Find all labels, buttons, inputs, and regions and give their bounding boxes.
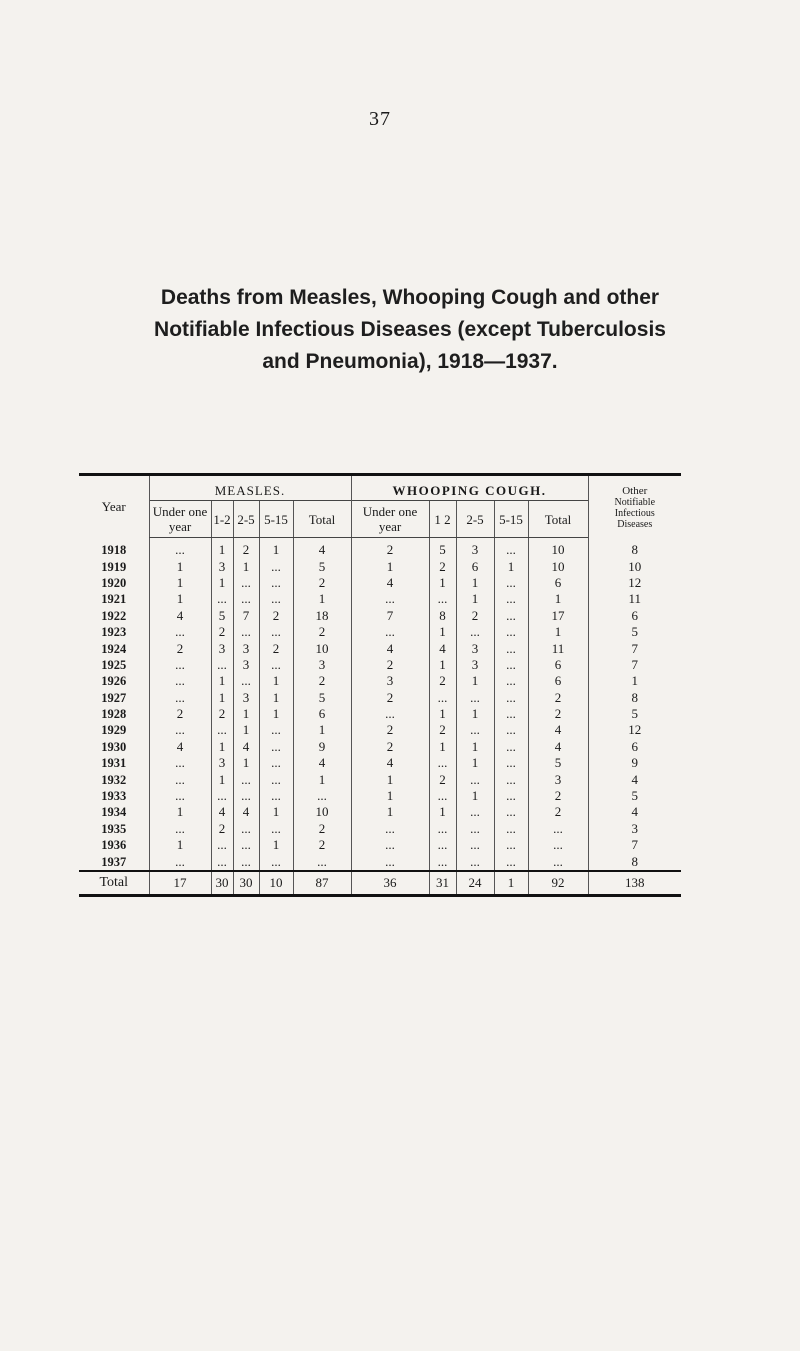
table-cell: 4 [528,739,588,755]
table-cell: 8 [429,608,456,624]
table-cell: 3 [456,640,494,656]
table-row [79,788,681,804]
table-row [79,837,681,853]
table-cell: 3 [528,771,588,787]
year-cell: 1937 [101,854,127,869]
mortality-table [79,473,681,897]
table-cell: 1 [528,624,588,640]
table-cell: 2 [293,575,351,591]
table-cell: 6 [528,575,588,591]
table-cell: ... [211,788,233,804]
table-cell: 1 [211,538,233,559]
table-cell: 7 [233,608,259,624]
table-cell: 3 [456,538,494,559]
table-row [79,657,681,673]
measles-header: MEASLES. [149,476,351,501]
table-cell: ... [233,821,259,837]
table-cell: 1 [456,739,494,755]
table-cell: 5 [588,788,681,804]
table-cell: 9 [293,739,351,755]
year-cell: 1930 [101,739,127,754]
table-cell: 1 [456,706,494,722]
table-row [79,690,681,706]
page-number: 37 [369,108,391,130]
whooping-5-15-header: 5-15 [494,501,528,538]
table-cell: 2 [351,722,429,738]
table-cell: 6 [528,657,588,673]
measles-total-header: Total [293,501,351,538]
table-cell: ... [259,657,293,673]
table-cell: 2 [293,821,351,837]
year-cell: 1926 [101,674,127,689]
deaths-table [79,473,681,897]
table-cell: 2 [429,771,456,787]
table-cell: ... [149,722,211,738]
table-cell: ... [233,837,259,853]
year-cell: 1921 [101,592,127,607]
total-cell: 92 [528,871,588,896]
table-row [79,739,681,755]
total-label: Total [79,871,149,896]
table-row [79,624,681,640]
table-row [79,538,681,559]
table-cell: 2 [259,640,293,656]
table-cell: 1 [149,558,211,574]
table-cell: ... [233,624,259,640]
year-cell: 1932 [101,772,127,787]
measles-1-2-header: 1-2 [211,501,233,538]
whooping-total-header: Total [528,501,588,538]
table-cell: ... [259,739,293,755]
table-cell: ... [494,739,528,755]
table-cell: ... [351,591,429,607]
table-cell: ... [259,788,293,804]
table-cell: 3 [456,657,494,673]
table-cell: 1 [149,591,211,607]
total-cell: 87 [293,871,351,896]
totals-row [79,871,681,896]
table-cell: ... [211,837,233,853]
table-cell: 2 [429,673,456,689]
table-cell: ... [456,722,494,738]
table-cell: ... [149,771,211,787]
table-cell: ... [528,837,588,853]
table-row [79,706,681,722]
table-cell: ... [494,706,528,722]
table-cell: 4 [528,722,588,738]
table-cell: 2 [259,608,293,624]
table-row [79,673,681,689]
table-cell: 5 [211,608,233,624]
table-cell: 1 [259,690,293,706]
table-cell: 3 [211,558,233,574]
table-cell: 4 [233,739,259,755]
other-diseases-header [588,476,681,538]
table-cell: 10 [528,538,588,559]
table-cell: ... [429,788,456,804]
table-cell: ... [351,853,429,870]
other-header-line-2: Notifiable [614,496,656,508]
table-cell: ... [456,771,494,787]
table-cell: 2 [351,739,429,755]
table-cell: 1 [351,558,429,574]
table-cell: 4 [351,575,429,591]
table-cell: 2 [528,788,588,804]
year-cell: 1919 [101,559,127,574]
table-cell: 1 [259,706,293,722]
table-cell: ... [494,538,528,559]
table-cell: 4 [293,755,351,771]
table-cell: ... [149,788,211,804]
table-cell: ... [211,722,233,738]
table-cell: 4 [149,739,211,755]
year-cell: 1933 [101,789,127,804]
table-row [79,558,681,574]
table-cell: 2 [429,558,456,574]
table-cell: 11 [588,591,681,607]
table-cell: 3 [588,821,681,837]
table-cell: 2 [429,722,456,738]
table-cell: 1 [211,739,233,755]
table-cell: ... [494,624,528,640]
whooping-1-2-header: 1 2 [429,501,456,538]
table-cell: 3 [293,657,351,673]
table-cell: ... [149,853,211,870]
year-cell: 1936 [101,838,127,853]
table-cell: ... [149,690,211,706]
measles-2-5-header: 2-5 [233,501,259,538]
total-cell: 1 [494,871,528,896]
table-cell: 9 [588,755,681,771]
table-cell: ... [233,788,259,804]
table-cell: ... [494,788,528,804]
table-cell: ... [429,837,456,853]
table-cell: ... [494,591,528,607]
table-cell: 1 [429,739,456,755]
table-cell: 2 [528,690,588,706]
table-cell: ... [149,538,211,559]
table-cell: ... [429,591,456,607]
other-header-line-4: Diseases [617,518,653,530]
table-cell: 4 [351,640,429,656]
table-cell: 5 [588,624,681,640]
table-cell: 1 [293,591,351,607]
table-row [79,722,681,738]
table-cell: 2 [528,804,588,820]
table-cell: ... [351,624,429,640]
table-cell: ... [456,804,494,820]
year-header: Year [101,499,126,515]
table-cell: ... [149,624,211,640]
table-row [79,853,681,870]
table-cell: 2 [456,608,494,624]
table-cell: 4 [429,640,456,656]
table-cell: 5 [588,706,681,722]
table-cell: 1 [259,673,293,689]
whooping-under-one-header: Under one year [351,501,429,538]
whooping-2-5-header: 2-5 [456,501,494,538]
table-cell: ... [351,821,429,837]
table-cell: ... [211,853,233,870]
table-cell: ... [528,853,588,870]
table-cell: 1 [351,771,429,787]
table-cell: ... [211,657,233,673]
table-cell: 1 [233,558,259,574]
table-cell: ... [528,821,588,837]
table-cell: 1 [233,755,259,771]
table-cell: 1 [293,722,351,738]
table-cell: 10 [293,804,351,820]
other-header-line-3: Infectious [614,507,655,519]
table-cell: 1 [259,804,293,820]
table-cell: ... [429,755,456,771]
table-cell: 1 [211,575,233,591]
table-body [79,538,681,871]
total-cell: 30 [233,871,259,896]
table-cell: 2 [149,706,211,722]
year-cell: 1922 [101,608,127,623]
total-cell: 138 [588,871,681,896]
table-cell: 1 [259,538,293,559]
table-cell: 1 [429,706,456,722]
table-cell: 6 [588,739,681,755]
table-row [79,771,681,787]
year-cell: 1928 [101,707,127,722]
table-row [79,591,681,607]
table-cell: 2 [211,821,233,837]
table-cell: 10 [528,558,588,574]
table-cell: 1 [456,575,494,591]
table-cell: 6 [528,673,588,689]
table-cell: ... [233,771,259,787]
title-line-1: Deaths from Measles, Whooping Cough and other [160,286,660,309]
table-cell: ... [149,673,211,689]
table-cell: 1 [211,690,233,706]
measles-5-15-header: 5-15 [259,501,293,538]
table-cell: ... [351,837,429,853]
year-cell: 1931 [101,756,127,771]
table-cell: 2 [351,657,429,673]
table-cell: 2 [211,706,233,722]
table-cell: 3 [233,657,259,673]
year-cell: 1918 [101,542,127,557]
table-cell: ... [429,821,456,837]
table-cell: 1 [456,673,494,689]
table-cell: ... [149,821,211,837]
table-cell: 2 [211,624,233,640]
table-cell: 4 [211,804,233,820]
table-cell: 1 [293,771,351,787]
table-cell: ... [233,853,259,870]
table-cell: 1 [351,788,429,804]
table-cell: ... [494,755,528,771]
table-cell: 2 [351,538,429,559]
table-cell: 6 [293,706,351,722]
table-row [79,804,681,820]
table-cell: 7 [588,837,681,853]
table-cell: ... [259,821,293,837]
table-cell: ... [494,608,528,624]
table-cell: 1 [456,788,494,804]
year-cell: 1925 [101,657,127,672]
table-cell: 1 [429,575,456,591]
table-cell: ... [494,837,528,853]
table-cell: ... [259,624,293,640]
table-cell: ... [494,575,528,591]
table-cell: 5 [429,538,456,559]
table-cell: 1 [351,804,429,820]
table-row [79,640,681,656]
table-cell: 3 [233,690,259,706]
table-cell: 4 [233,804,259,820]
total-cell: 24 [456,871,494,896]
table-cell: ... [293,788,351,804]
table-cell: 6 [588,608,681,624]
table-cell: ... [149,755,211,771]
table-cell: 3 [233,640,259,656]
table-row [79,575,681,591]
table-cell: 4 [293,538,351,559]
table-cell: 3 [211,755,233,771]
title-line-2: Notifiable Infectious Diseases (except Tuberculosis [154,318,666,341]
table-cell: ... [259,591,293,607]
table-cell: 1 [259,837,293,853]
table-cell: 7 [588,657,681,673]
table-cell: 1 [456,755,494,771]
table-cell: 1 [588,673,681,689]
table-cell: ... [259,853,293,870]
table-cell: 2 [293,624,351,640]
table-cell: ... [494,657,528,673]
table-cell: ... [494,853,528,870]
table-cell: ... [494,690,528,706]
table-cell: 5 [528,755,588,771]
year-cell: 1935 [101,821,127,836]
table-cell: ... [456,821,494,837]
table-cell: ... [259,755,293,771]
table-cell: 1 [494,558,528,574]
table-cell: 2 [351,690,429,706]
table-cell: 17 [528,608,588,624]
whooping-cough-header: WHOOPING COUGH. [351,476,588,501]
table-cell: 5 [293,690,351,706]
table-cell: 8 [588,538,681,559]
table-cell: ... [456,853,494,870]
table-cell: ... [429,690,456,706]
table-cell: 1 [149,804,211,820]
table-cell: 11 [528,640,588,656]
table-cell: 1 [149,575,211,591]
table-cell: 8 [588,690,681,706]
table-cell: 10 [588,558,681,574]
total-cell: 17 [149,871,211,896]
table-cell: ... [259,771,293,787]
table-cell: ... [494,771,528,787]
year-cell: 1927 [101,690,127,705]
table-cell: ... [494,640,528,656]
table-cell: 1 [429,624,456,640]
table-cell: 7 [351,608,429,624]
table-cell: ... [351,706,429,722]
table-cell: ... [494,673,528,689]
table-cell: ... [259,558,293,574]
table-cell: 8 [588,853,681,870]
table-cell: 1 [429,657,456,673]
table-cell: 1 [429,804,456,820]
year-cell: 1934 [101,805,127,820]
table-cell: ... [233,591,259,607]
table-cell: ... [456,837,494,853]
table-cell: ... [259,575,293,591]
other-header-line-1: Other [622,484,648,497]
table-cell: 5 [293,558,351,574]
table-cell: 1 [233,722,259,738]
table-cell: 2 [528,706,588,722]
table-cell: ... [233,575,259,591]
table-cell: 2 [233,538,259,559]
table-cell: ... [233,673,259,689]
table-cell: ... [429,853,456,870]
table-cell: 6 [456,558,494,574]
table-cell: ... [211,591,233,607]
table-cell: 3 [211,640,233,656]
table-cell: 2 [293,673,351,689]
table-cell: ... [494,804,528,820]
total-cell: 31 [429,871,456,896]
table-row [79,821,681,837]
table-cell: 1 [211,771,233,787]
table-cell: ... [456,624,494,640]
table-cell: 3 [351,673,429,689]
measles-under-one-header: Under one year [149,501,211,538]
table-cell: ... [149,657,211,673]
page-title [60,282,760,378]
table-row [79,608,681,624]
table-cell: 4 [588,804,681,820]
table-cell: 12 [588,575,681,591]
year-cell: 1929 [101,723,127,738]
table-cell: ... [456,690,494,706]
table-cell: ... [259,722,293,738]
table-cell: 1 [149,837,211,853]
table-cell: 18 [293,608,351,624]
table-cell: ... [494,722,528,738]
title-line-3: and Pneumonia), 1918—1937. [262,350,558,373]
table-cell: 1 [456,591,494,607]
year-cell: 1920 [101,575,127,590]
year-cell: 1923 [101,625,127,640]
table-cell: 10 [293,640,351,656]
table-cell: 12 [588,722,681,738]
total-cell: 30 [211,871,233,896]
table-cell: 1 [211,673,233,689]
table-cell: 4 [351,755,429,771]
table-cell: ... [494,821,528,837]
table-cell: 1 [528,591,588,607]
total-cell: 36 [351,871,429,896]
table-cell: 7 [588,640,681,656]
table-cell: 1 [233,706,259,722]
table-cell: 4 [149,608,211,624]
table-cell: 2 [149,640,211,656]
total-cell: 10 [259,871,293,896]
year-cell: 1924 [101,641,127,656]
table-cell: 2 [293,837,351,853]
table-cell: 4 [588,771,681,787]
table-cell: ... [293,853,351,870]
table-row [79,755,681,771]
